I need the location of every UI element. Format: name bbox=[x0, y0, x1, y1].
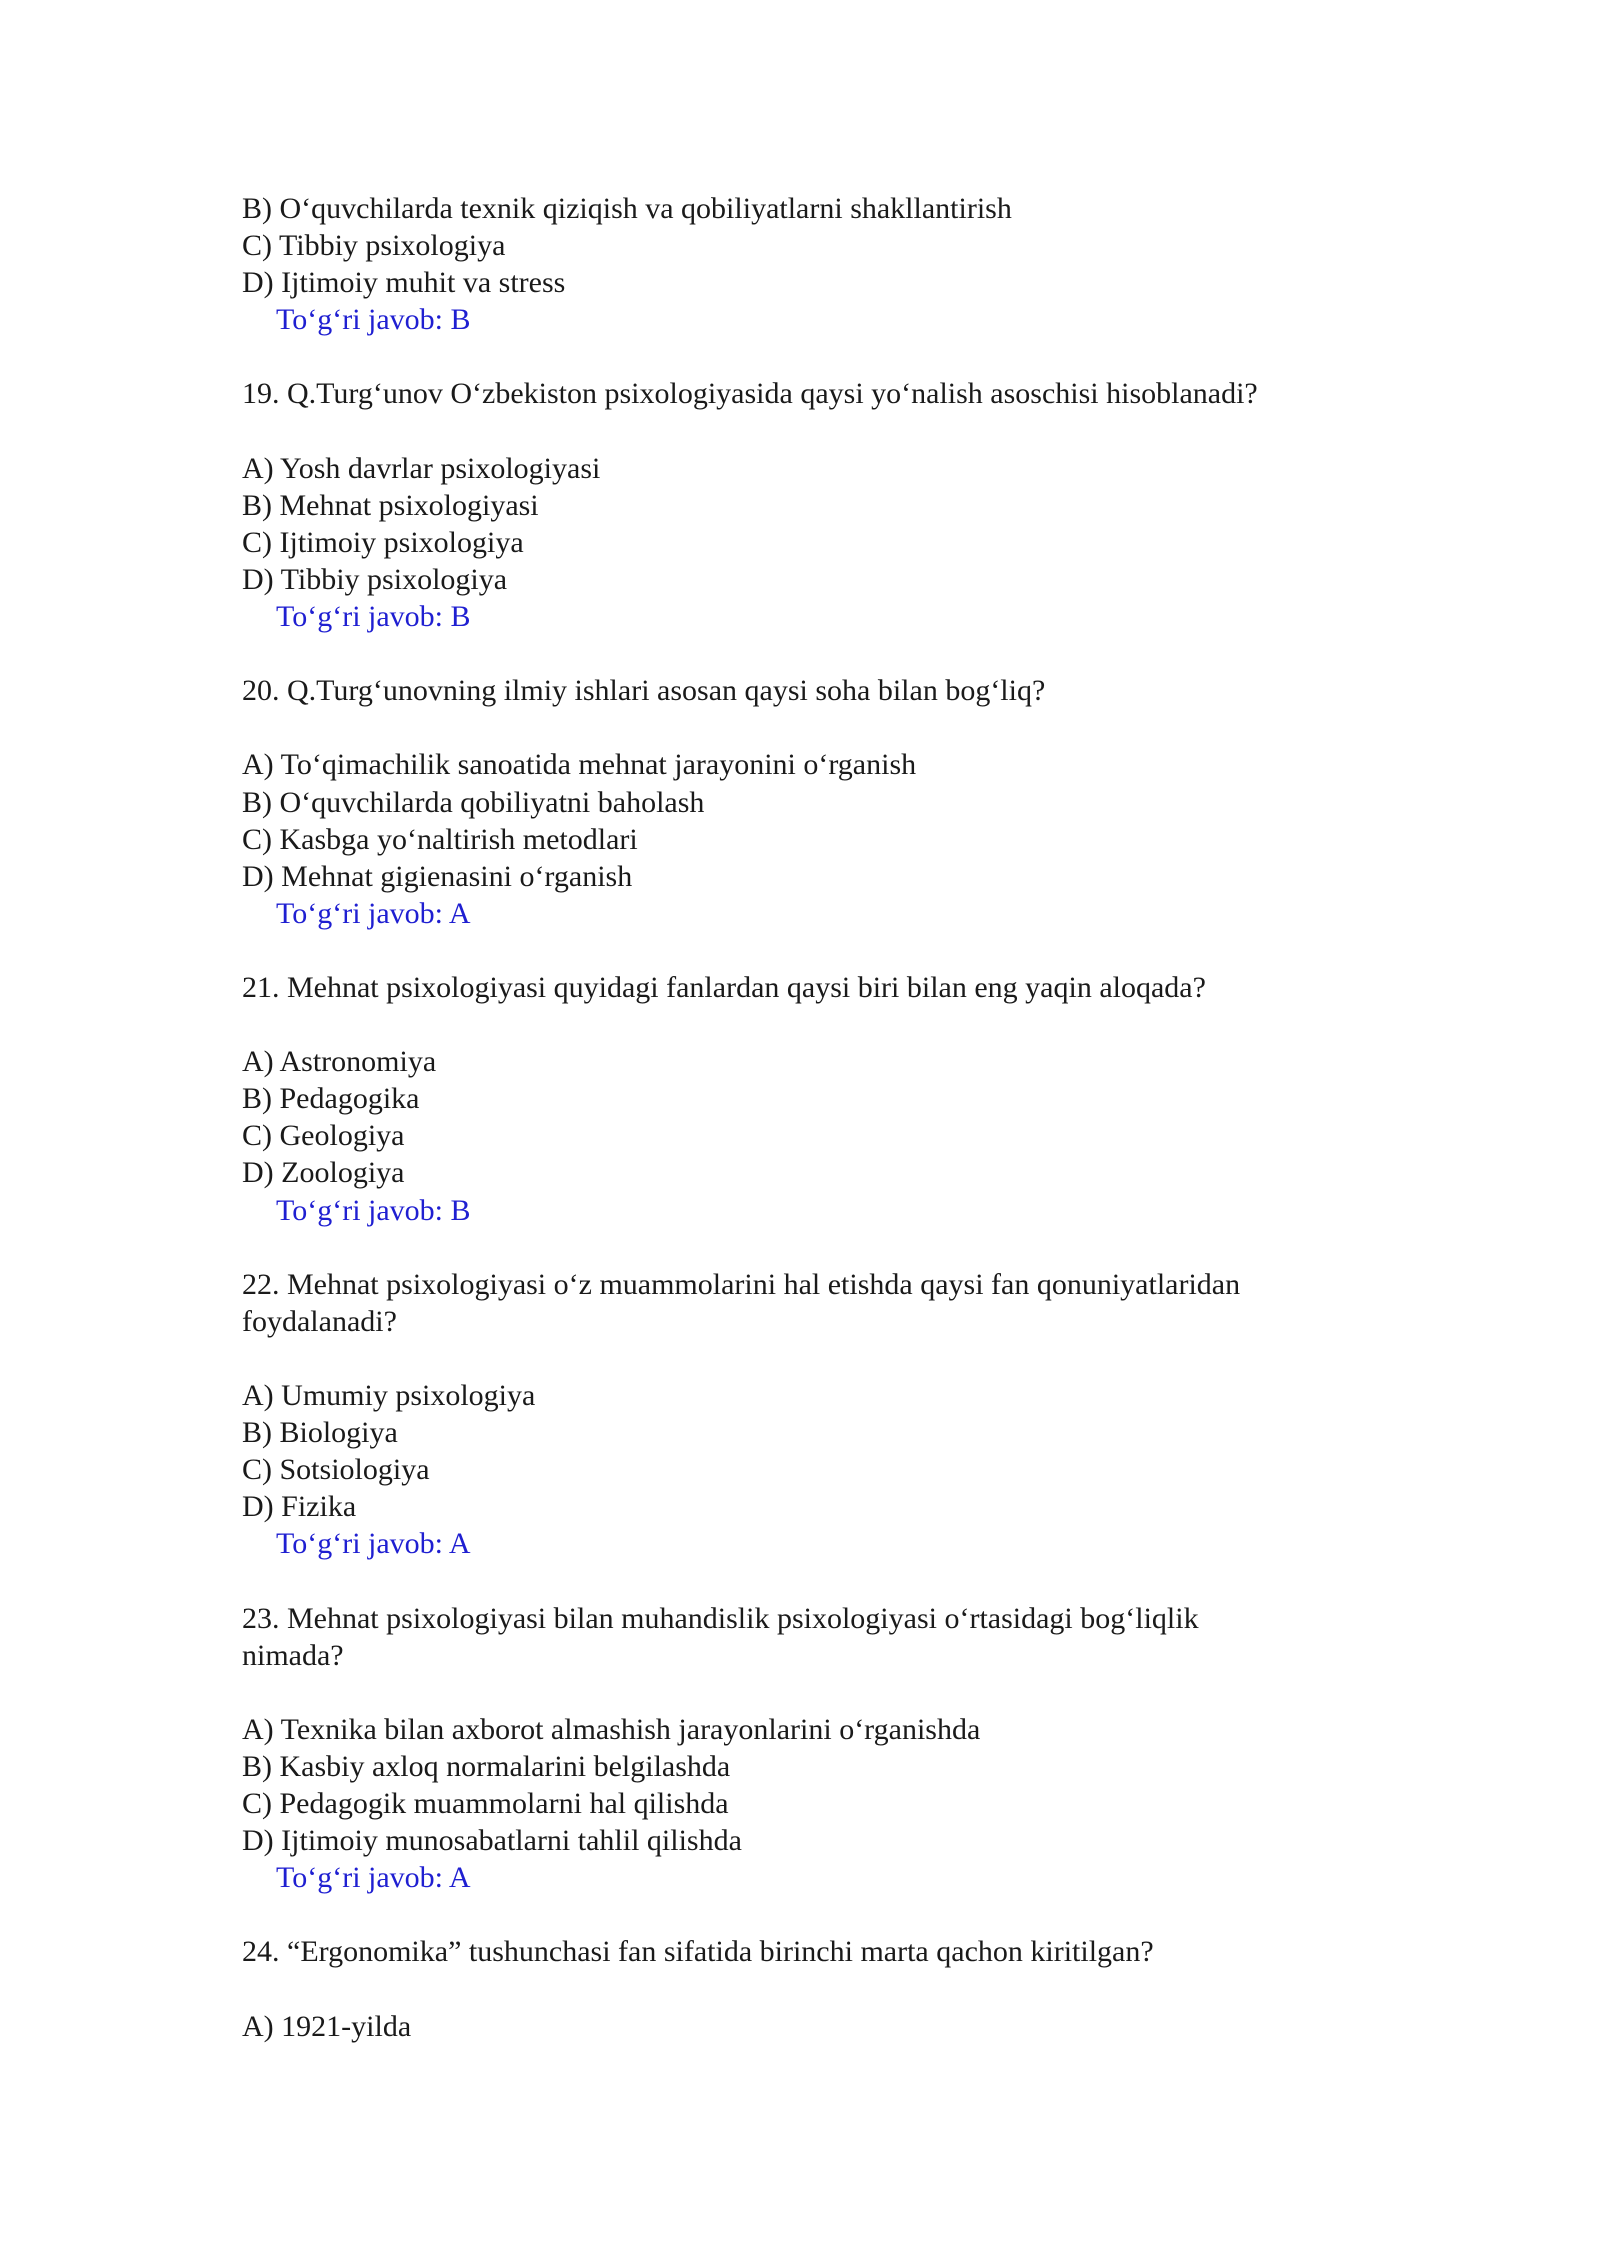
spacer bbox=[242, 709, 1392, 746]
spacer bbox=[242, 1229, 1392, 1266]
spacer bbox=[242, 1674, 1392, 1711]
option-b: B) Biologiya bbox=[242, 1416, 398, 1450]
question-block-23 bbox=[242, 1600, 1392, 1897]
option-b: B) Kasbiy axloq normalarini belgilashda bbox=[242, 1749, 731, 1783]
option-a: A) Umumiy psixologiya bbox=[242, 1379, 536, 1412]
option-c: C) Pedagogik muammolarni hal qilishda bbox=[242, 1787, 729, 1821]
spacer bbox=[242, 1562, 1392, 1599]
question-text: 19. Q.Turg‘unov O‘zbekiston psixologiyasida qaysi yo‘nalish asoschisi hisoblanadi? bbox=[242, 377, 1258, 411]
correct-answer: To‘g‘ri javob: A bbox=[276, 1527, 471, 1561]
option-b: B) O‘quvchilarda qobiliyatni baholash bbox=[242, 785, 705, 819]
option-c: C) Ijtimoiy psixologiya bbox=[242, 525, 524, 559]
option-d: D) Mehnat gigienasini o‘rganish bbox=[242, 859, 633, 893]
option-d: D) Ijtimoiy muhit va stress bbox=[242, 266, 566, 300]
question-text: 21. Mehnat psixologiyasi quyidagi fanlardan qaysi biri bilan eng yaqin aloqada? bbox=[242, 970, 1206, 1004]
spacer bbox=[242, 413, 1392, 450]
spacer bbox=[242, 1340, 1392, 1377]
correct-answer: To‘g‘ri javob: A bbox=[276, 896, 471, 930]
question-text-line-2: foydalanadi? bbox=[242, 1304, 397, 1338]
option-d: D) Fizika bbox=[242, 1490, 357, 1524]
option-a: A) 1921-yilda bbox=[242, 2009, 412, 2043]
carryover-block bbox=[242, 190, 1392, 338]
spacer bbox=[242, 1971, 1392, 2008]
option-d: D) Tibbiy psixologiya bbox=[242, 562, 508, 596]
option-d: D) Ijtimoiy munosabatlarni tahlil qilishda bbox=[242, 1824, 742, 1858]
spacer bbox=[242, 1006, 1392, 1043]
question-block-21 bbox=[242, 969, 1392, 1229]
option-c: C) Sotsiologiya bbox=[242, 1453, 430, 1487]
question-text: 20. Q.Turg‘unovning ilmiy ishlari asosan qaysi soha bilan bog‘liq? bbox=[242, 674, 1046, 708]
option-b: B) O‘quvchilarda texnik qiziqish va qobiliyatlarni shakllantirish bbox=[242, 192, 1012, 225]
correct-answer: To‘g‘ri javob: A bbox=[276, 1861, 471, 1895]
correct-answer: To‘g‘ri javob: B bbox=[276, 600, 471, 634]
spacer bbox=[242, 1896, 1392, 1933]
option-c: C) Tibbiy psixologiya bbox=[242, 229, 506, 263]
option-b: B) Mehnat psixologiyasi bbox=[242, 488, 539, 522]
option-c: C) Geologiya bbox=[242, 1119, 405, 1153]
question-text-line-2: nimada? bbox=[242, 1638, 344, 1672]
question-block-20 bbox=[242, 672, 1392, 932]
question-block-22 bbox=[242, 1266, 1392, 1563]
spacer bbox=[242, 635, 1392, 672]
option-c: C) Kasbga yo‘naltirish metodlari bbox=[242, 822, 638, 856]
spacer bbox=[242, 338, 1392, 375]
document-page bbox=[242, 190, 1392, 2045]
option-a: A) Astronomiya bbox=[242, 1045, 437, 1079]
question-text-line-1: 23. Mehnat psixologiyasi bilan muhandislik psixologiyasi o‘rtasidagi bog‘liqlik bbox=[242, 1601, 1199, 1635]
question-block-19 bbox=[242, 375, 1392, 635]
option-a: A) Texnika bilan axborot almashish jarayonlarini o‘rganishda bbox=[242, 1712, 981, 1746]
correct-answer: To‘g‘ri javob: B bbox=[276, 303, 471, 337]
question-block-24 bbox=[242, 1933, 1392, 2044]
option-a: A) To‘qimachilik sanoatida mehnat jarayonini o‘rganish bbox=[242, 748, 917, 782]
question-text-line-1: 22. Mehnat psixologiyasi o‘z muammolarini hal etishda qaysi fan qonuniyatlaridan bbox=[242, 1267, 1241, 1301]
option-d: D) Zoologiya bbox=[242, 1156, 405, 1190]
spacer bbox=[242, 932, 1392, 969]
option-b: B) Pedagogika bbox=[242, 1082, 420, 1116]
question-text: 24. “Ergonomika” tushunchasi fan sifatida birinchi marta qachon kiritilgan? bbox=[242, 1935, 1154, 1969]
correct-answer: To‘g‘ri javob: B bbox=[276, 1193, 471, 1227]
option-a: A) Yosh davrlar psixologiyasi bbox=[242, 451, 601, 485]
